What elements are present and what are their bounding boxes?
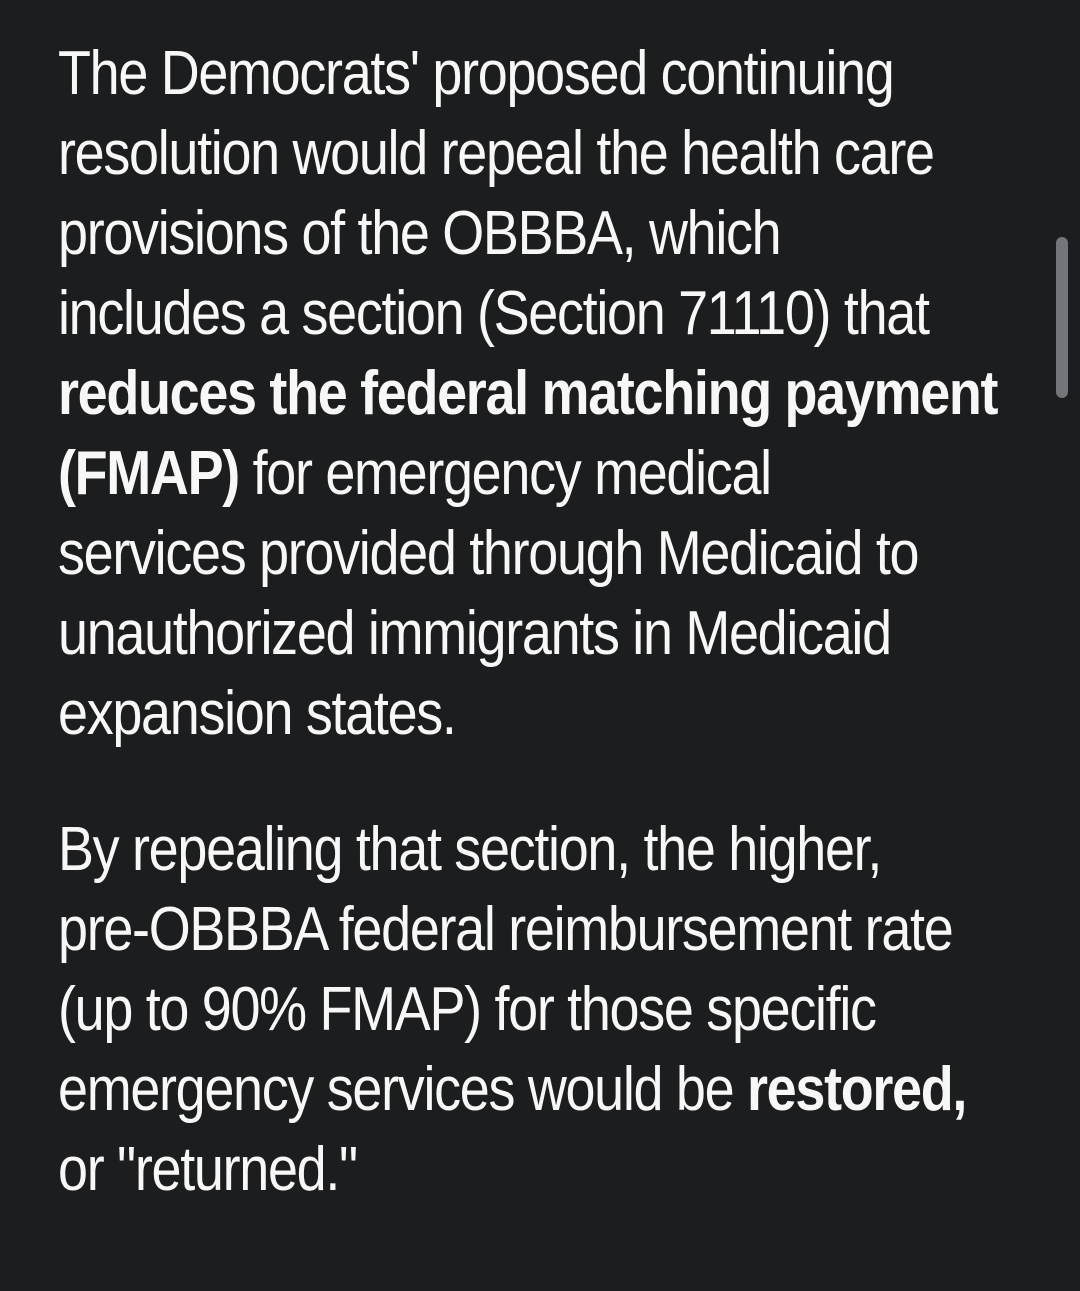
- text-run: resolution would repeal the health care: [58, 119, 934, 188]
- text-run: emergency services would be: [58, 1055, 747, 1124]
- text-line: [58, 1130, 1059, 1210]
- text-run: unauthorized immigrants in Medicaid: [58, 599, 891, 668]
- text-run: services provided through Medicaid to: [58, 519, 919, 588]
- bold-text-run: restored,: [746, 1055, 967, 1124]
- text-line: [58, 594, 1059, 674]
- text-line: [58, 970, 1059, 1050]
- text-run: (up to 90% FMAP) for those specific: [58, 975, 876, 1044]
- bold-text-run: (FMAP): [58, 439, 239, 508]
- text-line: [58, 114, 1059, 194]
- text-line: [58, 274, 1059, 354]
- bold-text-run: reduces the federal matching payment: [58, 359, 998, 428]
- text-line: [58, 810, 1059, 890]
- text-run: or "returned.": [58, 1135, 357, 1204]
- text-line: [58, 514, 1059, 594]
- text-run: provisions of the OBBBA, which: [58, 199, 781, 268]
- text-run: pre-OBBBA federal reimbursement rate: [58, 895, 953, 964]
- text-line: [58, 434, 1059, 514]
- text-line: [58, 674, 1059, 754]
- text-run: By repealing that section, the higher,: [58, 815, 882, 884]
- text-line: [58, 194, 1059, 274]
- text-line: [58, 1050, 1059, 1130]
- paragraph: [58, 34, 1059, 754]
- text-run: for emergency medical: [238, 439, 771, 508]
- text-run: includes a section (Section 71110) that: [58, 279, 929, 348]
- text-run: expansion states.: [58, 679, 456, 748]
- message-text: [58, 34, 1059, 1210]
- text-run: The Democrats' proposed continuing: [58, 39, 894, 108]
- text-line: [58, 34, 1059, 114]
- scrollbar-thumb[interactable]: [1056, 237, 1068, 398]
- paragraph: [58, 810, 1059, 1210]
- text-line: [58, 354, 1059, 434]
- text-line: [58, 890, 1059, 970]
